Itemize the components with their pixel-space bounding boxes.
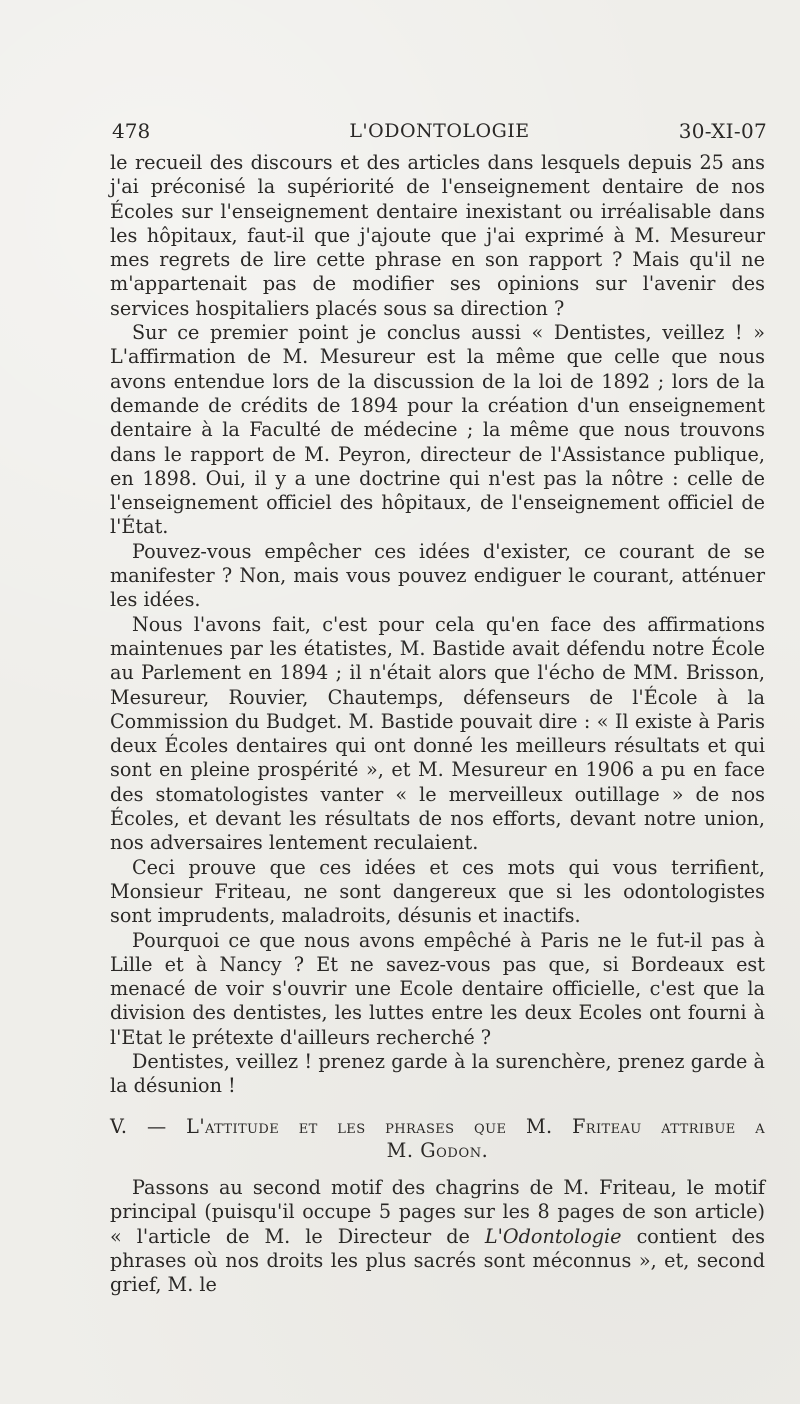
section-heading-line-1: V. — L'attitude et les phrases que M. Friteau attribue a	[110, 1114, 765, 1138]
page-header	[112, 116, 767, 146]
paragraph-second-motif-start: Passons au second motif des chagrins de M. Friteau, le motif principal (puisqu'il occupe 5 pages sur les 8 pages de son article) « l'article de M. le Directeur de	[110, 1176, 765, 1248]
journal-title-italic: L'Odontologie	[484, 1224, 622, 1248]
paragraph-second-motif	[110, 1176, 765, 1297]
article-body	[110, 151, 765, 1298]
paragraph-bastide-parlement: Nous l'avons fait, c'est pour cela qu'en face des affirmations maintenues par les étatistes, M. Bastide avait défendu notre École au Parlement en 1894 ; il n'était alors que l'écho de MM. Brisson, Mesureur, Rouvier, Chautemps, défenseurs de l'École à la Commission du Budget. M. Bastide pouvait dire : « Il existe à Paris deux Écoles dentaires qui ont donné les meilleurs résultats et qui sont en pleine prospérité », et M. Mesureur en 1906 a pu en face des stomatologistes vanter « le merveilleux outillage » de nos Écoles, et devant les résultats de nos efforts, devant notre union, nos adversaires lentement reculaient.	[110, 612, 765, 855]
page-number: 478	[112, 119, 151, 143]
paragraph-dentistes-veillez: Sur ce premier point je conclus aussi « Dentistes, veillez ! » L'affirmation de M. Mesureur est la même que celle que nous avons entendue lors de la discussion de la loi de 1892 ; lors de la demande de crédits de 1894 pour la création d'un enseignement dentaire à la Faculté de médecine ; la même que nous trouvons dans le rapport de M. Peyron, directeur de l'Assistance publique, en 1898. Oui, il y a une doctrine qui n'est pas la nôtre : celle de l'enseignement officiel des hôpitaux, de l'enseignement officiel de l'État.	[110, 321, 765, 539]
paragraph-monsieur-friteau: Ceci prouve que ces idées et ces mots qui vous terrifient, Monsieur Friteau, ne sont dangereux que si les odontologistes sont imprudents, maladroits, désunis et inactifs.	[110, 855, 765, 928]
running-title: L'ODONTOLOGIE	[349, 120, 530, 142]
paragraph-continuation: le recueil des discours et des articles dans lesquels depuis 25 ans j'ai préconisé la supériorité de l'enseignement dentaire de nos Écoles sur l'enseignement dentaire inexistant ou irréalisable dans les hôpitaux, faut-il que j'ajoute que j'ai exprimé à M. Mesureur mes regrets de lire cette phrase en son rapport ? Mais qu'il ne m'appartenait pas de modifier ses opinions sur l'avenir des services hospitaliers placés sous sa direction ?	[110, 151, 765, 320]
section-heading-v	[110, 1115, 765, 1164]
paragraph-second-motif-end: contient des phrases où nos droits les plus sacrés sont méconnus », et, second grief, M. le	[110, 1224, 765, 1297]
issue-date: 30-XI-07	[678, 119, 767, 143]
paragraph-lille-nancy: Pourquoi ce que nous avons empêché à Paris ne le fut-il pas à Lille et à Nancy ? Et ne savez-vous pas que, si Bordeaux est menacé de voir s'ouvrir une Ecole dentaire officielle, c'est que la division des dentistes, les luttes entre les deux Ecoles ont fourni à l'Etat le prétexte d'ailleurs recherché ?	[110, 928, 765, 1049]
paragraph-desunion: Dentistes, veillez ! prenez garde à la surenchère, prenez garde à la désunion !	[110, 1049, 765, 1098]
paragraph-empecher-idees: Pouvez-vous empêcher ces idées d'exister, ce courant de se manifester ? Non, mais vous pouvez endiguer le courant, atténuer les idées.	[110, 539, 765, 612]
section-heading-line-2: M. Godon.	[386, 1138, 489, 1162]
